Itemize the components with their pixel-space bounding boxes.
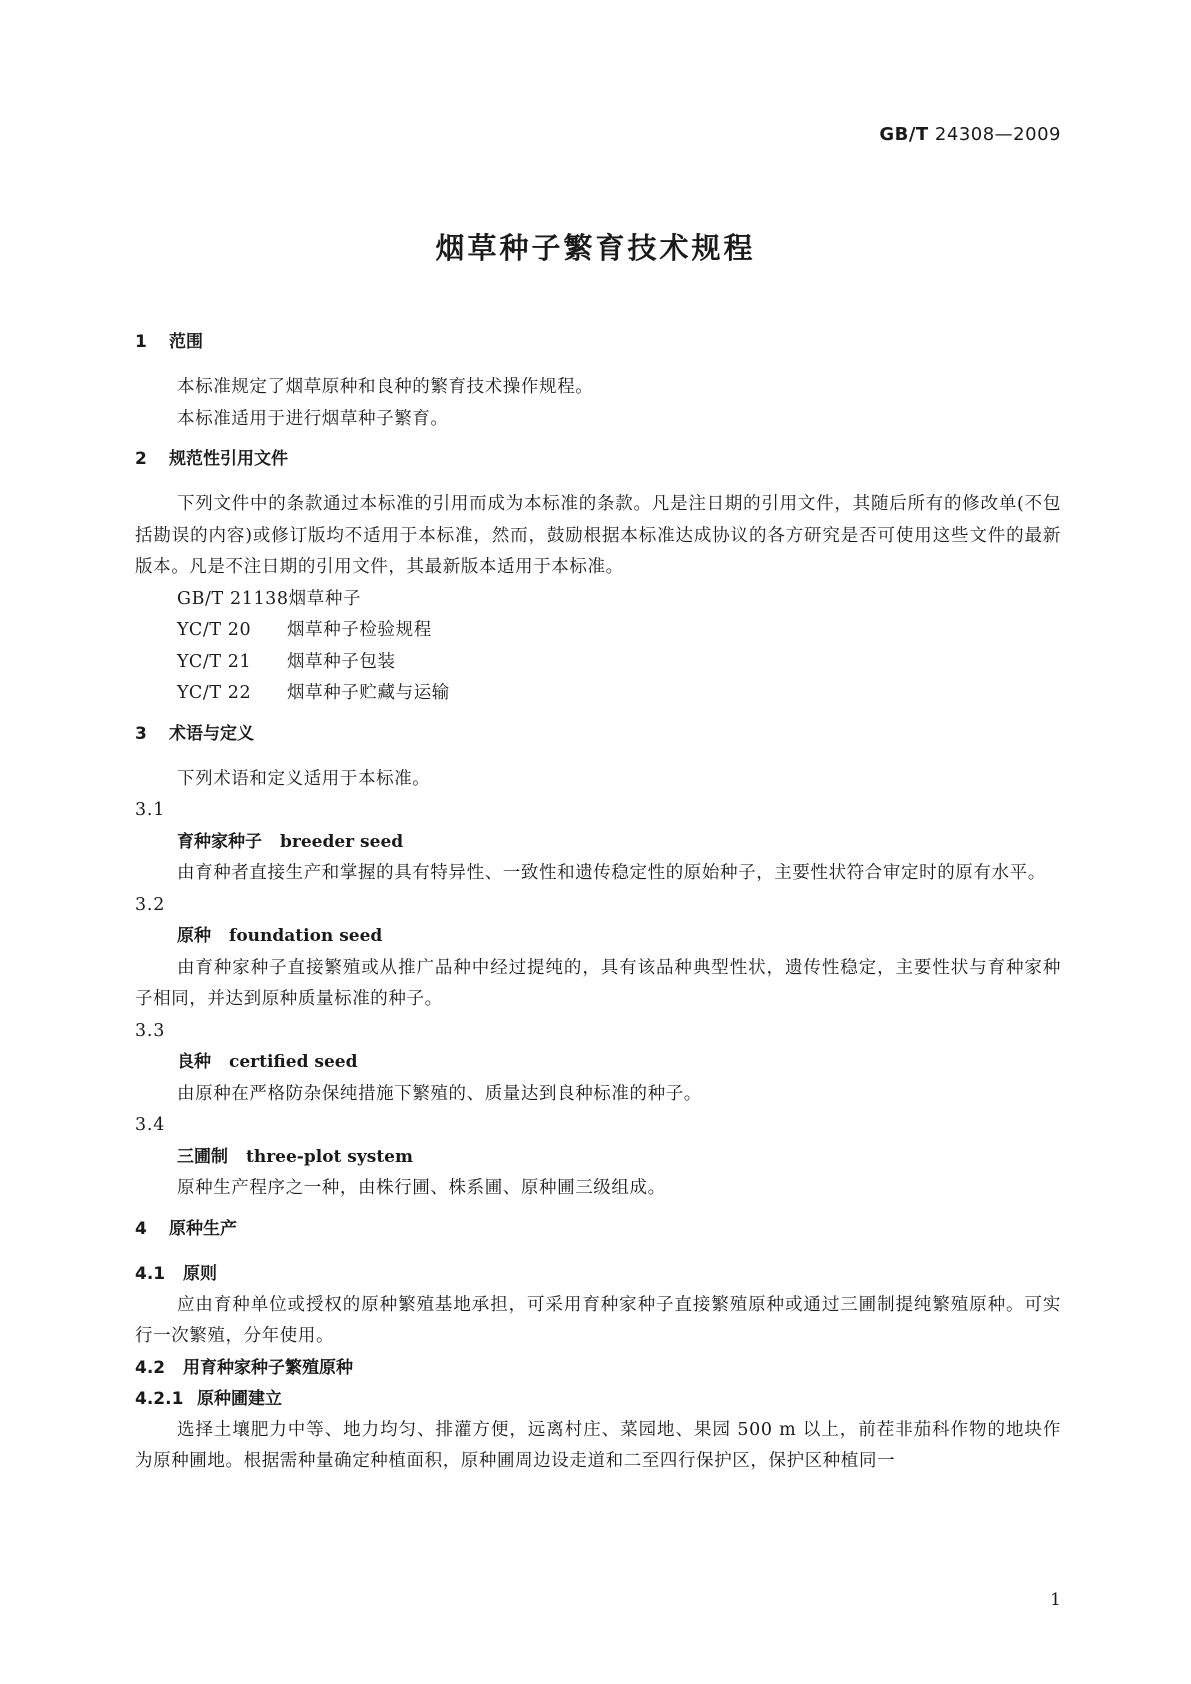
term-definition: 由原种在严格防杂保纯措施下繁殖的、质量达到良种标准的种子。 <box>177 1083 702 1104</box>
clause-number: 3.1 <box>135 800 166 820</box>
reference-item: YC/T 21 烟草种子包装 <box>177 651 396 672</box>
paragraph: 应由育种单位或授权的原种繁殖基地承担，可采用育种家种子直接繁殖原种或通过三圃制提纯繁殖原种。可实行一次繁殖，分年使用。 <box>135 1294 1061 1346</box>
paragraph: 下列文件中的条款通过本标准的引用而成为本标准的条款。凡是注日期的引用文件，其随后所有的修改单(不包括勘误的内容)或修订版均不适用于本标准，然而，鼓励根据本标准达成协议的各方研究是否可使用这些文件的最新版本。凡是不注日期的引用文件，其最新版本适用于本标准。 <box>135 494 1061 577</box>
term-title: 育种家种子 breeder seed <box>177 831 404 852</box>
subsection-heading-4-2-1: 4.2.1 原种圃建立 <box>135 1388 282 1409</box>
clause-number: 3.3 <box>135 1020 166 1041</box>
subsection-heading-4-2: 4.2 用育种家种子繁殖原种 <box>135 1357 353 1378</box>
paragraph: 选择土壤肥力中等、地力均匀、排灌方便，远离村庄、菜园地、果园 500 m 以上，前茬非茄科作物的地块作为原种圃地。根据需种量确定种植面积，原种圃周边设走道和二至四行保护区，保护区种植同一 <box>135 1419 1061 1471</box>
standard-code-number: 24308—2009 <box>928 124 1061 145</box>
document-title: 烟草种子繁育技术规程 <box>435 231 756 265</box>
term-definition: 由育种者直接生产和掌握的具有特异性、一致性和遗传稳定性的原始种子，主要性状符合审定时的原有水平。 <box>177 863 1046 883</box>
section-heading-2: 2 规范性引用文件 <box>135 449 288 469</box>
reference-item: YC/T 22 烟草种子贮藏与运输 <box>177 683 450 703</box>
standard-code-prefix: GB/T <box>879 124 929 145</box>
term-definition: 由育种家种子直接繁殖或从推广品种中经过提纯的，具有该品种典型性状，遗传性稳定，主要性状与育种家种子相同，并达到原种质量标准的种子。 <box>135 957 1061 1009</box>
document-body <box>135 326 1061 1478</box>
clause-number: 3.2 <box>135 894 166 915</box>
paragraph: 本标准规定了烟草原种和良种的繁育技术操作规程。 <box>177 377 594 397</box>
term-title: 原种 foundation seed <box>177 926 383 946</box>
section-heading-4: 4 原种生产 <box>135 1218 237 1239</box>
paragraph: 下列术语和定义适用于本标准。 <box>177 768 431 789</box>
paragraph: 本标准适用于进行烟草种子繁育。 <box>177 408 449 429</box>
term-title: 良种 certified seed <box>177 1052 358 1072</box>
section-heading-3: 3 术语与定义 <box>135 723 254 744</box>
term-definition: 原种生产程序之一种，由株行圃、株系圃、原种圃三级组成。 <box>177 1178 666 1198</box>
standard-code <box>879 124 1061 145</box>
term-title: 三圃制 three-plot system <box>177 1146 413 1167</box>
reference-item: YC/T 20 烟草种子检验规程 <box>177 620 432 640</box>
reference-item: GB/T 21138烟草种子 <box>177 588 362 609</box>
clause-number: 3.4 <box>135 1115 166 1135</box>
subsection-heading-4-1: 4.1 原则 <box>135 1263 217 1284</box>
section-heading-1: 1 范围 <box>135 332 203 352</box>
page-number: 1 <box>1050 1590 1061 1610</box>
